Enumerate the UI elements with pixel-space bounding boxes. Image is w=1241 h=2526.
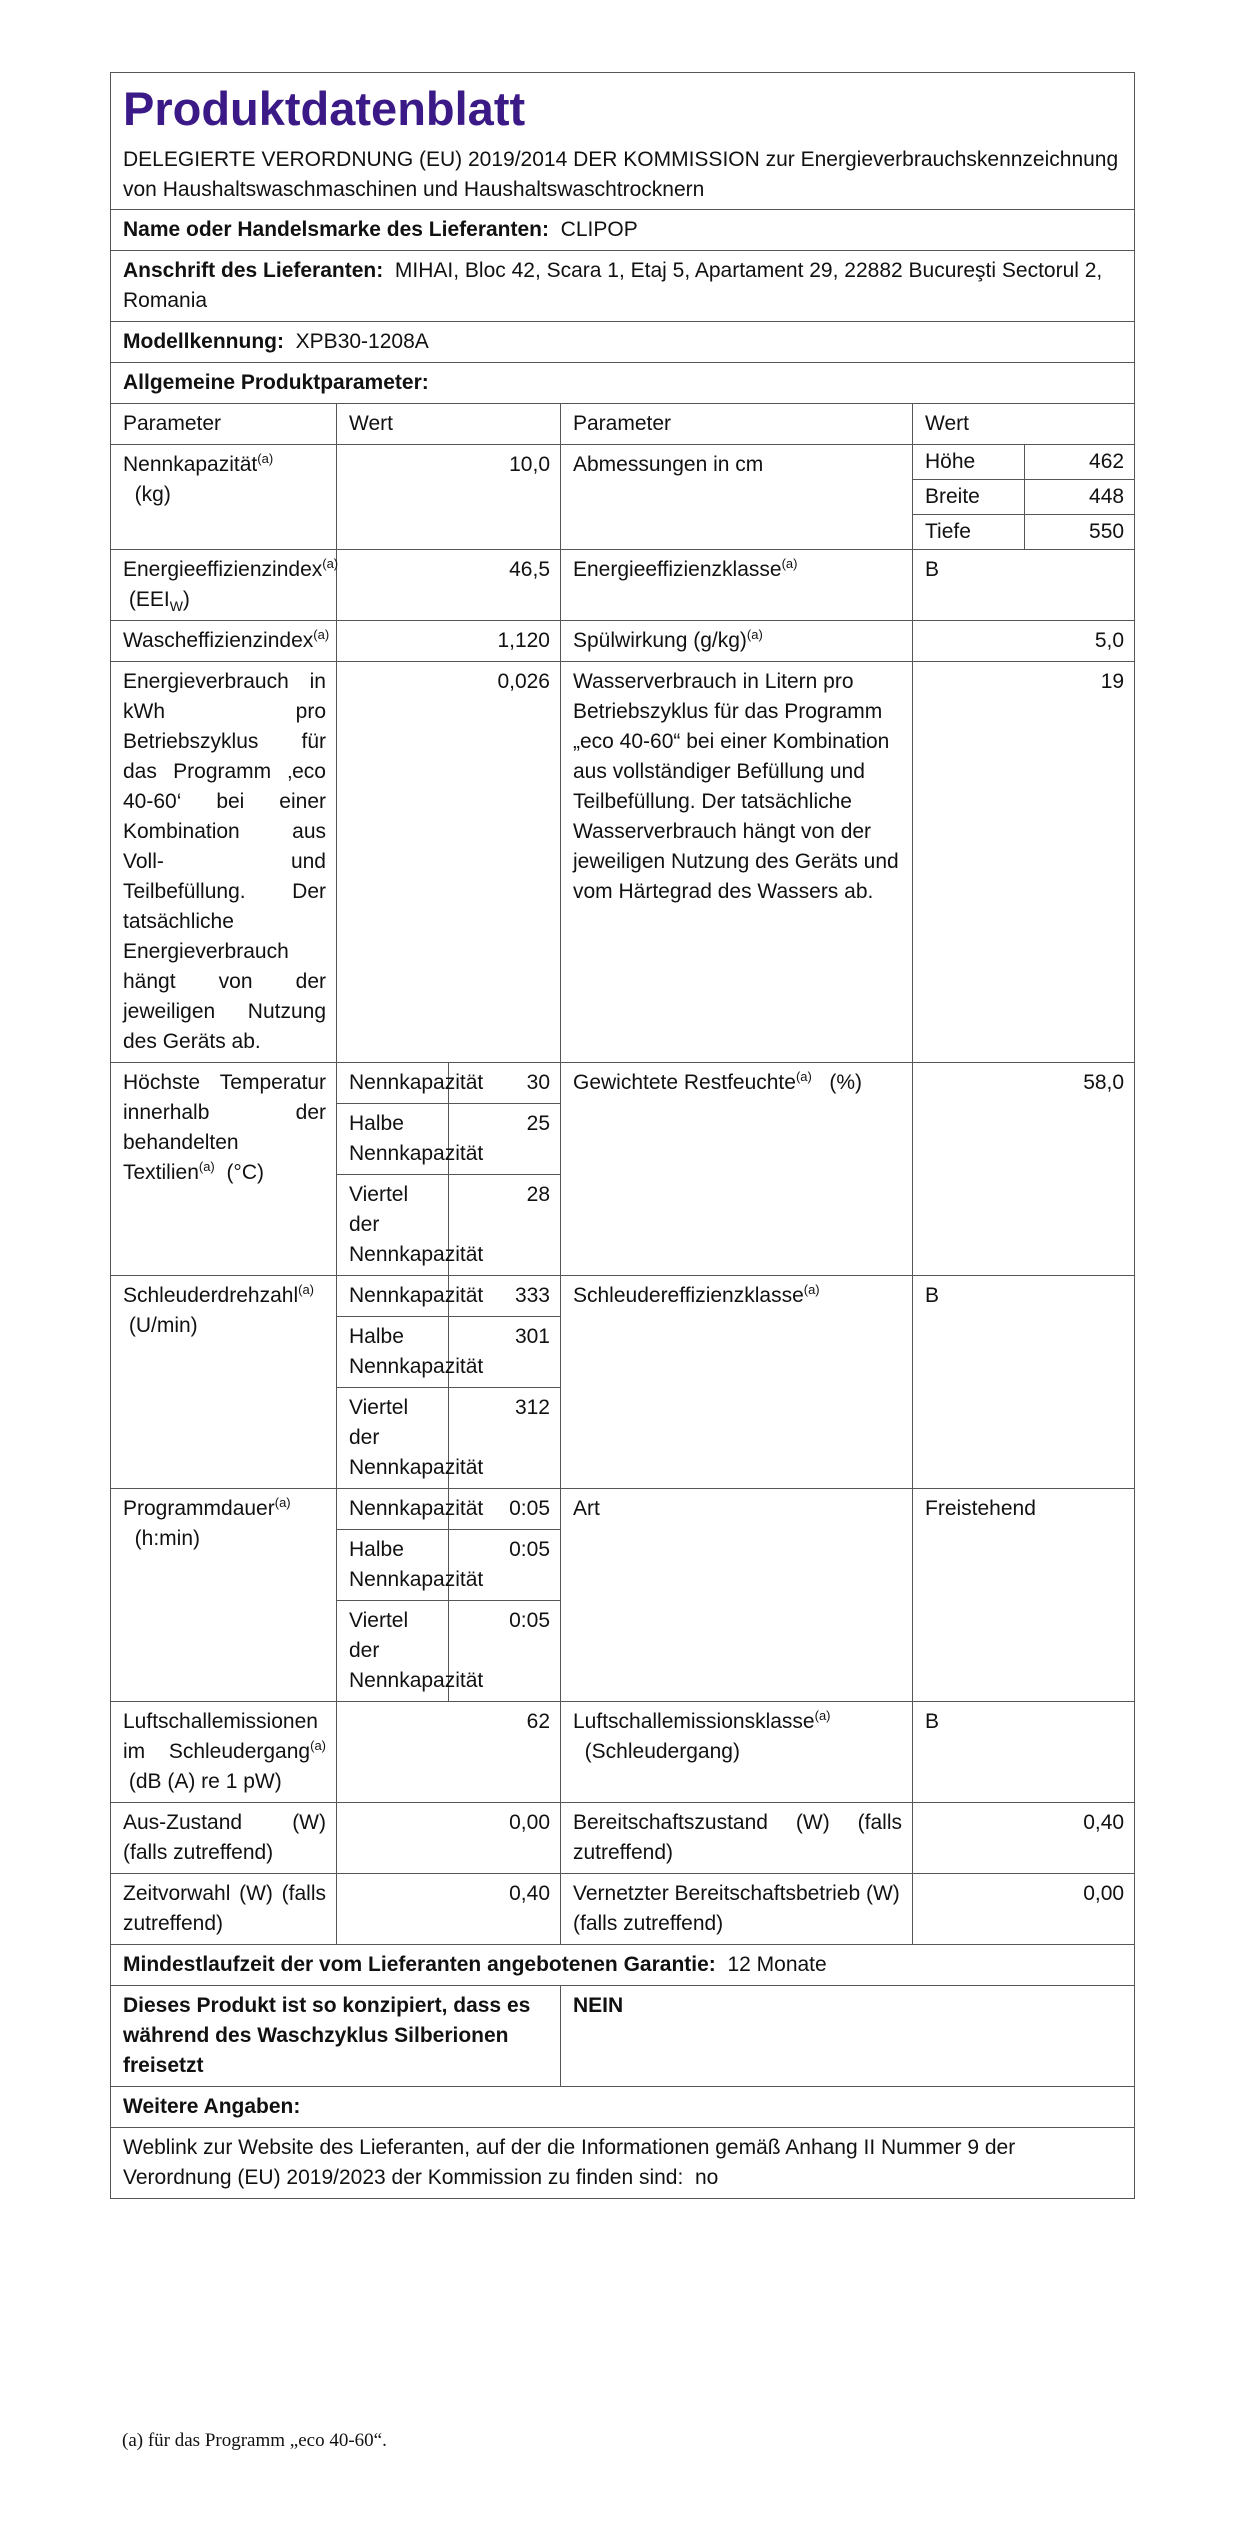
height-label: Höhe xyxy=(913,445,1025,480)
header-value-left: Wert xyxy=(337,404,561,445)
spin-label-cell: Schleuderdrehzahl$^{(a)}$ (U/min) xyxy=(111,1276,337,1489)
off-value: 0,00 xyxy=(337,1803,561,1874)
spin-half-value: 301 xyxy=(449,1317,561,1388)
noise-class-label-cell: Luftschallemissionsklasse$^{(a)}$ (Schleudergang) xyxy=(561,1702,913,1803)
capacity-label-cell: Nennkapazität$^{(a)}$ (kg) xyxy=(111,445,337,550)
temp-quarter-label: Viertel der Nennkapazität xyxy=(337,1175,449,1276)
wash-eff-value: 1,120 xyxy=(337,621,561,662)
networked-label: Vernetzter Bereitschaftsbetrieb (W) (falls zutreffend) xyxy=(561,1874,913,1945)
warranty-value: 12 Monate xyxy=(727,1953,827,1976)
spin-full-label: Nennkapazität xyxy=(337,1276,449,1317)
temp-label-cell: Höchste Temperatur innerhalb der behandelten Textilien$^{(a)}$ (°C) xyxy=(111,1063,337,1276)
weblink-value: no xyxy=(695,2166,719,2189)
model-row xyxy=(111,322,1135,363)
temp-quarter-value: 28 xyxy=(449,1175,561,1276)
spin-quarter-label: Viertel der Nennkapazität xyxy=(337,1388,449,1489)
standby-label: Bereitschaftszustand (W) (falls zutreffend) xyxy=(561,1803,913,1874)
temp-full-label: Nennkapazität xyxy=(337,1063,449,1104)
model-label: Modellkennung: xyxy=(123,330,284,353)
supplier-label: Name oder Handelsmarke des Lieferanten: xyxy=(123,218,549,241)
duration-full-value: 0:05 xyxy=(449,1489,561,1530)
address-label: Anschrift des Lieferanten: xyxy=(123,259,384,282)
product-data-sheet xyxy=(110,72,1134,2199)
header-value-right: Wert xyxy=(913,404,1135,445)
supplier-value: CLIPOP xyxy=(560,218,638,241)
networked-value: 0,00 xyxy=(913,1874,1135,1945)
moisture-label-cell: Gewichtete Restfeuchte$^{(a)}$ (%) xyxy=(561,1063,913,1276)
eei-value: 46,5 xyxy=(337,550,561,621)
header-param-right: Parameter xyxy=(561,404,913,445)
spin-half-label: Halbe Nennkapazität xyxy=(337,1317,449,1388)
noise-label-cell: Luftschallemissionen im Schleudergang$^{(a)}$ (dB (A) re 1 pW) xyxy=(111,1702,337,1803)
rinse-label-cell: Spülwirkung $(g/kg)^{(a)}$ xyxy=(561,621,913,662)
width-value: 448 xyxy=(1025,480,1135,515)
delay-label: Zeitvorwahl (W) (falls zutreffend) xyxy=(111,1874,337,1945)
warranty-row xyxy=(111,1945,1135,1986)
temp-half-label: Halbe Nennkapazität xyxy=(337,1104,449,1175)
silver-value: NEIN xyxy=(561,1986,1135,2087)
page-title: Produktdatenblatt xyxy=(123,82,526,135)
duration-full-label: Nennkapazität xyxy=(337,1489,449,1530)
duration-half-value: 0:05 xyxy=(449,1530,561,1601)
regulation-text: DELEGIERTE VERORDNUNG (EU) 2019/2014 DER KOMMISSION zur Energieverbrauchskennzeichnung von Haushaltswaschmaschinen und Haushaltswaschtrocknern xyxy=(123,148,1119,201)
noise-class-value: B xyxy=(913,1702,1135,1803)
dimensions-label: Abmessungen in cm xyxy=(561,445,913,550)
water-value: 19 xyxy=(913,662,1135,1063)
weblink-row xyxy=(111,2128,1135,2199)
energy-label: Energieverbrauch in kWh pro Betriebszyklus für das Programm ‚eco 40-60‘ bei einer Kombination aus Voll- und Teilbefüllung. Der tatsächliche Energieverbrauch hängt von der jeweiligen Nutzung des Geräts ab. xyxy=(111,662,337,1063)
temp-full-value: 30 xyxy=(449,1063,561,1104)
spin-class-label-cell: Schleudereffizienzklasse$^{(a)}$ xyxy=(561,1276,913,1489)
noise-value: 62 xyxy=(337,1702,561,1803)
type-value: Freistehend xyxy=(913,1489,1135,1702)
energy-class-label-cell: Energieeffizienzklasse$^{(a)}$ xyxy=(561,550,913,621)
energy-value: 0,026 xyxy=(337,662,561,1063)
spin-full-value: 333 xyxy=(449,1276,561,1317)
standby-value: 0,40 xyxy=(913,1803,1135,1874)
spin-quarter-value: 312 xyxy=(449,1388,561,1489)
general-params-heading: Allgemeine Produktparameter: xyxy=(111,363,1135,404)
type-label: Art xyxy=(561,1489,913,1702)
duration-half-label: Halbe Nennkapazität xyxy=(337,1530,449,1601)
footnote: (a) für das Programm „eco 40-60“. xyxy=(122,2430,387,2451)
spin-class-value: B xyxy=(913,1276,1135,1489)
depth-label: Tiefe xyxy=(913,515,1025,550)
duration-quarter-value: 0:05 xyxy=(449,1601,561,1702)
eei-label-cell: Energieeffizienzindex$^{(a)}$ $(EEI_W)$ xyxy=(111,550,337,621)
temp-half-value: 25 xyxy=(449,1104,561,1175)
off-label: Aus-Zustand (W) (falls zutreffend) xyxy=(111,1803,337,1874)
capacity-value: 10,0 xyxy=(337,445,561,550)
silver-label: Dieses Produkt ist so konzipiert, dass es während des Waschzyklus Silberionen freisetzt xyxy=(111,1986,561,2087)
wash-eff-label-cell: Wascheffizienzindex$^{(a)}$ xyxy=(111,621,337,662)
model-value: XPB30-1208A xyxy=(295,330,429,353)
width-label: Breite xyxy=(913,480,1025,515)
water-label: Wasserverbrauch in Litern pro Betriebszyklus für das Programm „eco 40-60“ bei einer Kombination aus vollständiger Befüllung und Teilbefüllung. Der tatsächliche Wasserverbrauch hängt von der jeweiligen Nutzung des Geräts und vom Härtegrad des Wassers ab. xyxy=(561,662,913,1063)
address-row xyxy=(111,251,1135,322)
delay-value: 0,40 xyxy=(337,1874,561,1945)
duration-quarter-label: Viertel der Nennkapazität xyxy=(337,1601,449,1702)
height-value: 462 xyxy=(1025,445,1135,480)
rinse-value: 5,0 xyxy=(913,621,1135,662)
address-value: MIHAI, Bloc 42, Scara 1, Etaj 5, Apartament 29, 22882 Bucureşti Sectorul 2, Romania xyxy=(123,259,1103,312)
supplier-row xyxy=(111,210,1135,251)
warranty-label: Mindestlaufzeit der vom Lieferanten angebotenen Garantie: xyxy=(123,1953,716,1976)
header-param-left: Parameter xyxy=(111,404,337,445)
moisture-value: 58,0 xyxy=(913,1063,1135,1276)
depth-value: 550 xyxy=(1025,515,1135,550)
datasheet-table xyxy=(110,72,1135,2199)
further-heading: Weitere Angaben: xyxy=(111,2087,1135,2128)
weblink-text: Weblink zur Website des Lieferanten, auf der die Informationen gemäß Anhang II Nummer 9 der Verordnung (EU) 2019/2023 der Kommission zu finden sind: xyxy=(123,2136,1016,2189)
energy-class-value: B xyxy=(913,550,1135,621)
duration-label-cell: Programmdauer$^{(a)}$ (h:min) xyxy=(111,1489,337,1702)
